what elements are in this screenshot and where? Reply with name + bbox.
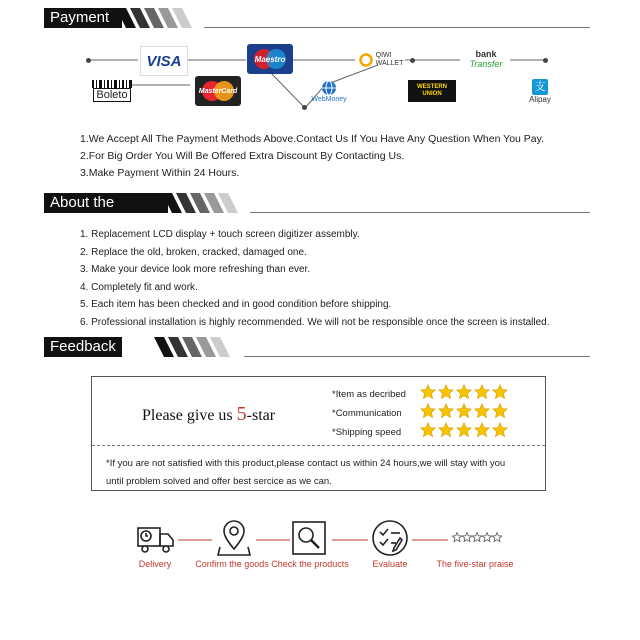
list-item: 6. Professional installation is highly recommended. We will not be responsible once the screen is installed.	[80, 316, 550, 328]
western-text: WESTERN	[417, 84, 447, 90]
ratings-list	[332, 385, 510, 442]
list-item: 2.For Big Order You Will Be Offered Extra Discount By Contacting Us.	[80, 150, 405, 162]
rating-stars	[420, 422, 510, 443]
feedback-divider	[92, 445, 545, 446]
five-star-request	[142, 403, 275, 426]
connector-dot	[543, 58, 548, 63]
rating-stars	[420, 384, 510, 405]
star-icon	[438, 422, 454, 438]
magnifier-icon	[291, 520, 327, 556]
visa-text: VISA	[146, 52, 182, 70]
feedback-section-header	[44, 337, 590, 359]
qiwi-logo	[356, 48, 406, 72]
payment-heading: Payment	[44, 8, 122, 28]
bank-transfer-logo	[460, 46, 512, 72]
location-pin-icon	[216, 519, 252, 557]
qiwi-wallet-text: WALLET	[375, 60, 404, 67]
step-label-check: Check the products	[271, 559, 349, 569]
note-line: until problem solved and offer best sercice as we can.	[106, 476, 332, 487]
list-item: 3.Make Payment Within 24 Hours.	[80, 167, 240, 179]
checklist-icon	[370, 518, 410, 558]
rating-label: *Shipping speed	[332, 427, 402, 438]
maestro-logo	[247, 44, 293, 74]
star-icon	[474, 384, 490, 400]
star-icon	[492, 422, 508, 438]
header-rule	[250, 212, 590, 213]
step-label-evaluate: Evaluate	[372, 559, 408, 569]
list-item: 4. Completely fit and work.	[80, 281, 198, 293]
star-icon	[456, 422, 472, 438]
connector-dot	[410, 58, 415, 63]
barcode-icon	[92, 80, 132, 88]
star-icon	[474, 422, 490, 438]
globe-icon	[321, 80, 337, 96]
star-icon	[420, 384, 436, 400]
boleto-logo	[90, 80, 134, 102]
boleto-text: Boleto	[93, 88, 130, 102]
webmoney-text: WebMoney	[311, 95, 347, 103]
feedback-heading: Feedback	[44, 337, 122, 357]
list-item: 1. Replacement LCD display + touch screen digitizer assembly.	[80, 229, 360, 240]
star-icon	[438, 384, 454, 400]
list-item: 3. Make your device look more refreshing than ever.	[80, 264, 311, 275]
connector-dot	[302, 105, 307, 110]
rating-label: *Item as decribed	[332, 389, 406, 400]
mastercard-logo	[195, 76, 241, 106]
about-list	[80, 226, 550, 331]
connector-dot	[86, 58, 91, 63]
feedback-box	[91, 376, 546, 491]
star-icon	[456, 384, 472, 400]
western-union-logo	[408, 80, 456, 102]
union-text: UNION	[422, 91, 442, 97]
about-section-header	[44, 193, 590, 231]
step-label-confirm: Confirm the goods	[195, 559, 269, 569]
star-icon	[474, 403, 490, 419]
mastercard-text: MasterCard	[198, 87, 238, 95]
rating-row	[332, 423, 510, 442]
request-number: 5	[236, 403, 247, 425]
five-stars-icon	[452, 532, 502, 544]
request-text: Please give us	[142, 407, 237, 424]
about-heading: About the product	[44, 193, 168, 213]
rating-stars	[420, 403, 510, 424]
list-item: 1.We Accept All The Payment Methods Above.Contact Us If You Have Any Question When You Pay.	[80, 133, 545, 145]
header-stripes-decoration	[154, 337, 244, 357]
webmoney-logo	[308, 76, 350, 106]
visa-logo	[140, 46, 188, 76]
rating-row	[332, 385, 510, 404]
rating-label: *Communication	[332, 408, 402, 419]
qiwi-icon	[359, 53, 373, 67]
star-icon	[438, 403, 454, 419]
star-icon	[456, 403, 472, 419]
maestro-text: Maestro	[254, 54, 286, 64]
header-rule	[244, 356, 590, 357]
alipay-icon: 支	[532, 79, 548, 95]
list-item: 5. Each item has been checked and in good condition before shipping.	[80, 299, 392, 310]
step-label-delivery: Delivery	[138, 559, 172, 569]
qiwi-text: QIWI	[375, 52, 392, 59]
list-item: 2. Replace the old, broken, cracked, damaged one.	[80, 246, 307, 258]
payment-notes-list	[80, 131, 544, 182]
step-label-praise: The five-star praise	[436, 559, 514, 569]
star-icon	[492, 403, 508, 419]
header-stripes-decoration	[162, 193, 252, 213]
star-icon	[420, 403, 436, 419]
transfer-text: Transfer	[469, 59, 503, 69]
note-line: *If you are not satisfied with this product,please contact us within 24 hours,we will stay with you	[106, 458, 506, 469]
alipay-text: Alipay	[529, 94, 551, 104]
request-suffix: -star	[246, 407, 276, 424]
star-icon	[492, 384, 508, 400]
payment-connector-lines	[0, 0, 640, 130]
feedback-note	[106, 455, 505, 491]
rating-row	[332, 404, 510, 423]
bank-text: bank	[475, 49, 497, 59]
star-icon	[420, 422, 436, 438]
alipay-logo	[520, 76, 560, 106]
truck-icon	[136, 522, 176, 556]
